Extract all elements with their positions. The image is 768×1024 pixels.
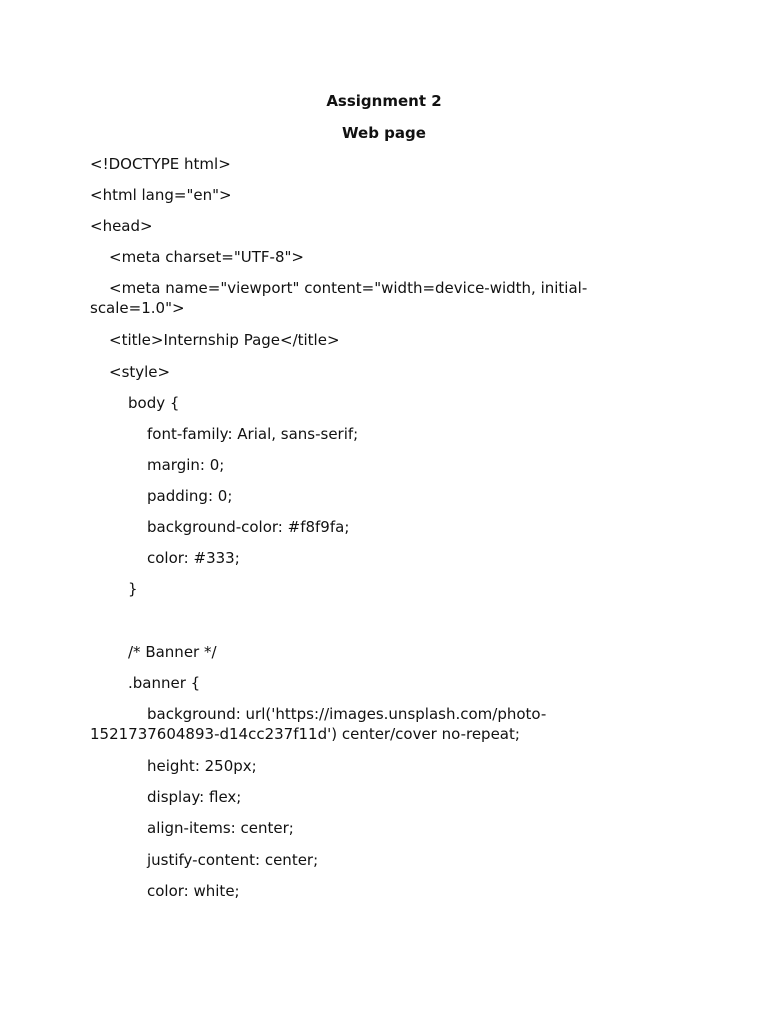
code-line-font-family: font-family: Arial, sans-serif; xyxy=(147,425,359,443)
code-line-banner-comment: /* Banner */ xyxy=(128,643,217,661)
code-line-background-color: background-color: #f8f9fa; xyxy=(147,518,350,536)
code-line-justify-content: justify-content: center; xyxy=(147,851,319,869)
code-line-style-open: <style> xyxy=(109,363,171,381)
code-line-doctype: <!DOCTYPE html> xyxy=(90,155,231,173)
code-line-body-selector: body { xyxy=(128,394,180,412)
code-line-color: color: #333; xyxy=(147,549,240,567)
code-line-padding: padding: 0; xyxy=(147,487,233,505)
code-line-color-white: color: white; xyxy=(147,882,240,900)
code-line-html-open: <html lang="en"> xyxy=(90,186,232,204)
code-line-body-close: } xyxy=(128,580,138,598)
document-subtitle: Web page xyxy=(342,124,426,142)
code-line-display: display: flex; xyxy=(147,788,242,806)
code-line-margin: margin: 0; xyxy=(147,456,225,474)
code-line-banner-background: background: url('https://images.unsplash.com/photo-1521737604893-d14cc237f11d') center/cover no-repeat; xyxy=(90,705,547,743)
code-line-height: height: 250px; xyxy=(147,757,257,775)
document-title: Assignment 2 xyxy=(326,92,442,110)
code-line-meta-viewport: <meta name="viewport" content="width=device-width, initial-scale=1.0"> xyxy=(90,279,588,317)
code-line-head-open: <head> xyxy=(90,217,153,235)
code-line-align-items: align-items: center; xyxy=(147,819,294,837)
code-line-meta-charset: <meta charset="UTF-8"> xyxy=(109,248,304,266)
code-line-banner-selector: .banner { xyxy=(128,674,201,692)
code-line-title: <title>Internship Page</title> xyxy=(109,331,340,349)
